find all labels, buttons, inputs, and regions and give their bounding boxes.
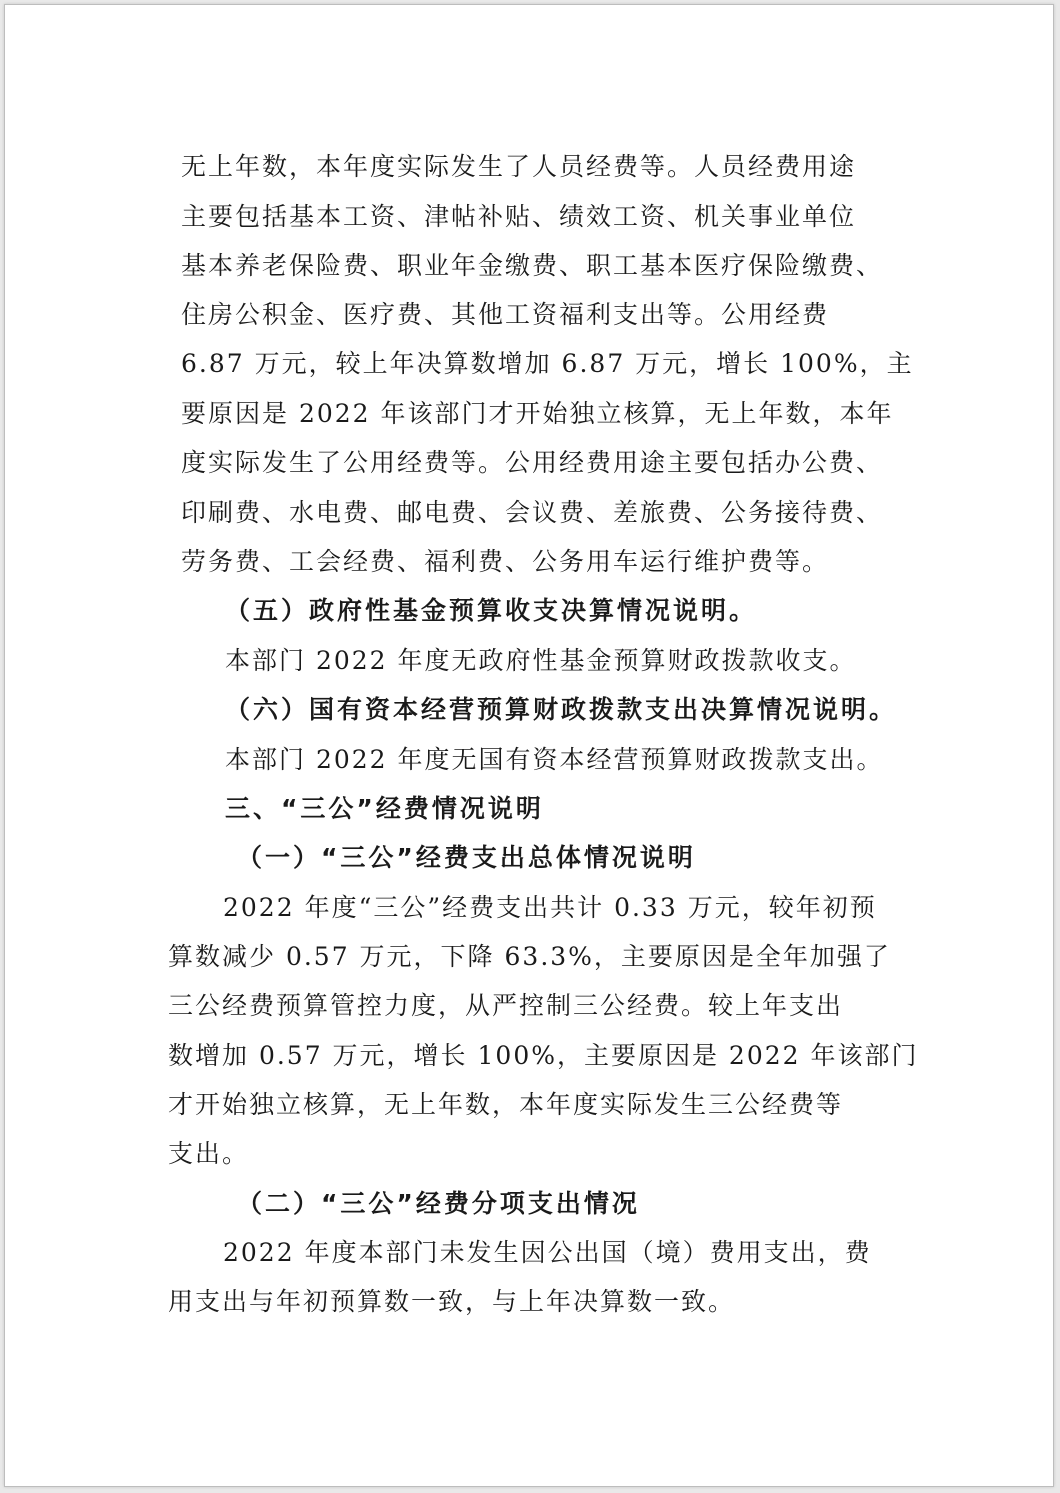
body-text-line: 住房公积金、医疗费、其他工资福利支出等。公用经费 bbox=[181, 300, 830, 329]
body-text-line: 2022 年度本部门未发生因公出国（境）费用支出，费 bbox=[223, 1238, 872, 1267]
body-text-line: 用支出与年初预算数一致，与上年决算数一致。 bbox=[168, 1287, 736, 1316]
body-text-line: 三公经费预算管控力度，从严控制三公经费。较上年支出 bbox=[168, 991, 844, 1020]
section-heading-3: 三、“三公”经费情况说明 bbox=[225, 794, 544, 823]
body-text-line: 度实际发生了公用经费等。公用经费用途主要包括办公费、 bbox=[181, 448, 884, 477]
body-text-line: 2022 年度“三公”经费支出共计 0.33 万元，较年初预 bbox=[223, 893, 877, 922]
body-text-line: 本部门 2022 年度无国有资本经营预算财政拨款支出。 bbox=[225, 745, 884, 774]
body-text-line: 劳务费、工会经费、福利费、公务用车运行维护费等。 bbox=[181, 547, 830, 576]
body-text-line: 6.87 万元，较上年决算数增加 6.87 万元，增长 100%，主 bbox=[181, 349, 914, 378]
body-text-line: 才开始独立核算，无上年数，本年度实际发生三公经费等 bbox=[168, 1090, 844, 1119]
body-text-line: 算数减少 0.57 万元，下降 63.3%，主要原因是全年加强了 bbox=[168, 942, 891, 971]
subsection-heading-2: （二）“三公”经费分项支出情况 bbox=[237, 1189, 640, 1218]
body-text-line: 印刷费、水电费、邮电费、会议费、差旅费、公务接待费、 bbox=[181, 498, 884, 527]
document-page bbox=[4, 4, 1054, 1487]
body-text-line: 要原因是 2022 年该部门才开始独立核算，无上年数，本年 bbox=[181, 399, 894, 428]
subsection-heading-6: （六）国有资本经营预算财政拨款支出决算情况说明。 bbox=[225, 695, 898, 724]
body-text-line: 基本养老保险费、职业年金缴费、职工基本医疗保险缴费、 bbox=[181, 251, 884, 280]
body-text-line: 无上年数，本年度实际发生了人员经费等。人员经费用途 bbox=[181, 152, 857, 181]
body-text-line: 数增加 0.57 万元，增长 100%，主要原因是 2022 年该部门 bbox=[168, 1041, 919, 1070]
body-text-line: 主要包括基本工资、津帖补贴、绩效工资、机关事业单位 bbox=[181, 202, 857, 231]
body-text-line: 本部门 2022 年度无政府性基金预算财政拨款收支。 bbox=[225, 646, 857, 675]
body-text-line: 支出。 bbox=[168, 1139, 250, 1168]
subsection-heading-1: （一）“三公”经费支出总体情况说明 bbox=[237, 843, 696, 872]
subsection-heading-5: （五）政府性基金预算收支决算情况说明。 bbox=[225, 596, 758, 625]
